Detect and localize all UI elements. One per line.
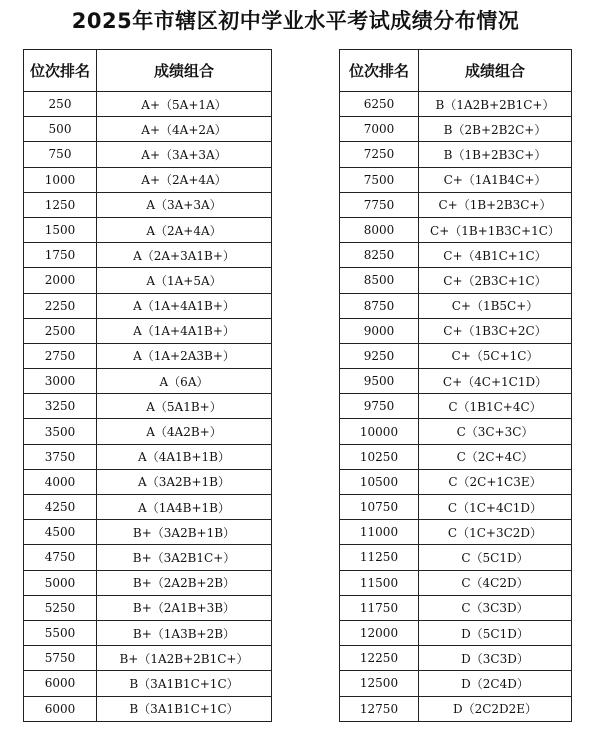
table-row bbox=[340, 394, 572, 419]
table-row bbox=[340, 595, 572, 620]
rank-cell: 5500 bbox=[24, 620, 97, 645]
rank-cell: 10250 bbox=[340, 444, 419, 469]
table-row bbox=[340, 243, 572, 268]
rank-cell: 5000 bbox=[24, 570, 97, 595]
table-row bbox=[24, 520, 272, 545]
rank-cell: 4750 bbox=[24, 545, 97, 570]
rank-cell: 11500 bbox=[340, 570, 419, 595]
combo-cell: A（1A+2A3B+） bbox=[97, 343, 272, 368]
table-row bbox=[340, 545, 572, 570]
table-row bbox=[340, 92, 572, 117]
rank-cell: 8500 bbox=[340, 268, 419, 293]
combo-cell: B（2B+2B2C+） bbox=[419, 117, 572, 142]
rank-cell: 4250 bbox=[24, 495, 97, 520]
combo-cell: A（2A+3A1B+） bbox=[97, 243, 272, 268]
combo-cell: C（2C+1C3E） bbox=[419, 469, 572, 494]
table-row bbox=[24, 142, 272, 167]
combo-cell: C（3C3D） bbox=[419, 595, 572, 620]
table-row bbox=[340, 620, 572, 645]
combo-cell: C（1C+3C2D） bbox=[419, 520, 572, 545]
table-row bbox=[24, 495, 272, 520]
combo-cell: A（2A+4A） bbox=[97, 217, 272, 242]
table-row bbox=[24, 192, 272, 217]
score-table-right bbox=[339, 49, 572, 722]
combo-cell: A+（5A+1A） bbox=[97, 92, 272, 117]
combo-cell: B+（3A2B1C+） bbox=[97, 545, 272, 570]
header-combo: 成绩组合 bbox=[419, 50, 572, 92]
rank-cell: 9750 bbox=[340, 394, 419, 419]
combo-cell: D（2C4D） bbox=[419, 671, 572, 696]
table-row bbox=[24, 92, 272, 117]
rank-cell: 1250 bbox=[24, 192, 97, 217]
rank-cell: 3750 bbox=[24, 444, 97, 469]
combo-cell: B（1B+2B3C+） bbox=[419, 142, 572, 167]
table-row bbox=[24, 671, 272, 696]
table-row bbox=[340, 469, 572, 494]
rank-cell: 7000 bbox=[340, 117, 419, 142]
table-body-left bbox=[24, 92, 272, 722]
combo-cell: B+（2A1B+3B） bbox=[97, 595, 272, 620]
rank-cell: 10750 bbox=[340, 495, 419, 520]
table-header-row bbox=[340, 50, 572, 92]
table-row bbox=[24, 696, 272, 721]
table-row bbox=[24, 343, 272, 368]
table-row bbox=[340, 419, 572, 444]
rank-cell: 2500 bbox=[24, 318, 97, 343]
table-row bbox=[340, 444, 572, 469]
combo-cell: D（2C2D2E） bbox=[419, 696, 572, 721]
combo-cell: C+（1B+1B3C+1C） bbox=[419, 217, 572, 242]
rank-cell: 7750 bbox=[340, 192, 419, 217]
rank-cell: 11000 bbox=[340, 520, 419, 545]
combo-cell: D（3C3D） bbox=[419, 646, 572, 671]
table-row bbox=[340, 293, 572, 318]
rank-cell: 6000 bbox=[24, 696, 97, 721]
header-rank: 位次排名 bbox=[24, 50, 97, 92]
combo-cell: C（1C+4C1D） bbox=[419, 495, 572, 520]
table-row bbox=[340, 192, 572, 217]
combo-cell: A（3A2B+1B） bbox=[97, 469, 272, 494]
rank-cell: 2750 bbox=[24, 343, 97, 368]
combo-cell: B+（3A2B+1B） bbox=[97, 520, 272, 545]
combo-cell: C（2C+4C） bbox=[419, 444, 572, 469]
rank-cell: 12500 bbox=[340, 671, 419, 696]
combo-cell: C+（5C+1C） bbox=[419, 343, 572, 368]
table-row bbox=[340, 495, 572, 520]
rank-cell: 9250 bbox=[340, 343, 419, 368]
rank-cell: 9500 bbox=[340, 369, 419, 394]
combo-cell: C（5C1D） bbox=[419, 545, 572, 570]
combo-cell: A（3A+3A） bbox=[97, 192, 272, 217]
table-row bbox=[24, 117, 272, 142]
rank-cell: 5750 bbox=[24, 646, 97, 671]
table-row bbox=[24, 318, 272, 343]
table-row bbox=[24, 646, 272, 671]
combo-cell: B（1A2B+2B1C+） bbox=[419, 92, 572, 117]
table-row bbox=[24, 268, 272, 293]
combo-cell: C+（1B5C+） bbox=[419, 293, 572, 318]
table-row bbox=[24, 167, 272, 192]
rank-cell: 6250 bbox=[340, 92, 419, 117]
combo-cell: B（3A1B1C+1C） bbox=[97, 696, 272, 721]
rank-cell: 8250 bbox=[340, 243, 419, 268]
combo-cell: C+（1A1B4C+） bbox=[419, 167, 572, 192]
rank-cell: 1000 bbox=[24, 167, 97, 192]
table-body-right bbox=[340, 92, 572, 722]
score-table-left bbox=[23, 49, 272, 722]
table-row bbox=[340, 369, 572, 394]
combo-cell: C（4C2D） bbox=[419, 570, 572, 595]
combo-cell: A（1A+4A1B+） bbox=[97, 293, 272, 318]
combo-cell: A（1A+4A1B+） bbox=[97, 318, 272, 343]
table-row bbox=[24, 620, 272, 645]
rank-cell: 750 bbox=[24, 142, 97, 167]
combo-cell: C+（4B1C+1C） bbox=[419, 243, 572, 268]
table-row bbox=[340, 343, 572, 368]
combo-cell: A+（2A+4A） bbox=[97, 167, 272, 192]
table-row bbox=[24, 369, 272, 394]
combo-cell: A（4A2B+） bbox=[97, 419, 272, 444]
table-row bbox=[340, 142, 572, 167]
combo-cell: B+（1A3B+2B） bbox=[97, 620, 272, 645]
rank-cell: 11750 bbox=[340, 595, 419, 620]
table-row bbox=[24, 419, 272, 444]
table-row bbox=[24, 217, 272, 242]
table-row bbox=[24, 243, 272, 268]
rank-cell: 7250 bbox=[340, 142, 419, 167]
table-row bbox=[24, 469, 272, 494]
combo-cell: A（4A1B+1B） bbox=[97, 444, 272, 469]
combo-cell: A+（4A+2A） bbox=[97, 117, 272, 142]
table-row bbox=[24, 293, 272, 318]
combo-cell: A（1A+5A） bbox=[97, 268, 272, 293]
combo-cell: C（1B1C+4C） bbox=[419, 394, 572, 419]
table-row bbox=[340, 646, 572, 671]
rank-cell: 8750 bbox=[340, 293, 419, 318]
table-row bbox=[340, 318, 572, 343]
rank-cell: 12000 bbox=[340, 620, 419, 645]
combo-cell: C+（1B3C+2C） bbox=[419, 318, 572, 343]
table-row bbox=[24, 545, 272, 570]
combo-cell: B+（1A2B+2B1C+） bbox=[97, 646, 272, 671]
combo-cell: A（6A） bbox=[97, 369, 272, 394]
rank-cell: 9000 bbox=[340, 318, 419, 343]
combo-cell: B+（2A2B+2B） bbox=[97, 570, 272, 595]
rank-cell: 500 bbox=[24, 117, 97, 142]
rank-cell: 11250 bbox=[340, 545, 419, 570]
table-row bbox=[340, 570, 572, 595]
table-row bbox=[340, 520, 572, 545]
rank-cell: 6000 bbox=[24, 671, 97, 696]
combo-cell: C（3C+3C） bbox=[419, 419, 572, 444]
table-row bbox=[340, 696, 572, 721]
rank-cell: 5250 bbox=[24, 595, 97, 620]
rank-cell: 10000 bbox=[340, 419, 419, 444]
table-row bbox=[24, 444, 272, 469]
header-rank: 位次排名 bbox=[340, 50, 419, 92]
combo-cell: B（3A1B1C+1C） bbox=[97, 671, 272, 696]
rank-cell: 4500 bbox=[24, 520, 97, 545]
table-header-row bbox=[24, 50, 272, 92]
rank-cell: 12750 bbox=[340, 696, 419, 721]
header-combo: 成绩组合 bbox=[97, 50, 272, 92]
page-title: 2025年市辖区初中学业水平考试成绩分布情况 bbox=[71, 9, 520, 33]
table-row bbox=[340, 268, 572, 293]
rank-cell: 1750 bbox=[24, 243, 97, 268]
rank-cell: 3000 bbox=[24, 369, 97, 394]
rank-cell: 10500 bbox=[340, 469, 419, 494]
table-row bbox=[340, 217, 572, 242]
rank-cell: 2250 bbox=[24, 293, 97, 318]
table-row bbox=[340, 167, 572, 192]
combo-cell: A+（3A+3A） bbox=[97, 142, 272, 167]
rank-cell: 8000 bbox=[340, 217, 419, 242]
combo-cell: C+（1B+2B3C+） bbox=[419, 192, 572, 217]
combo-cell: C+（4C+1C1D） bbox=[419, 369, 572, 394]
combo-cell: C+（2B3C+1C） bbox=[419, 268, 572, 293]
table-row bbox=[340, 117, 572, 142]
combo-cell: D（5C1D） bbox=[419, 620, 572, 645]
table-row bbox=[340, 671, 572, 696]
combo-cell: A（5A1B+） bbox=[97, 394, 272, 419]
rank-cell: 1500 bbox=[24, 217, 97, 242]
rank-cell: 4000 bbox=[24, 469, 97, 494]
table-row bbox=[24, 570, 272, 595]
rank-cell: 12250 bbox=[340, 646, 419, 671]
rank-cell: 7500 bbox=[340, 167, 419, 192]
table-row bbox=[24, 595, 272, 620]
rank-cell: 2000 bbox=[24, 268, 97, 293]
table-row bbox=[24, 394, 272, 419]
rank-cell: 3250 bbox=[24, 394, 97, 419]
rank-cell: 3500 bbox=[24, 419, 97, 444]
combo-cell: A（1A4B+1B） bbox=[97, 495, 272, 520]
rank-cell: 250 bbox=[24, 92, 97, 117]
